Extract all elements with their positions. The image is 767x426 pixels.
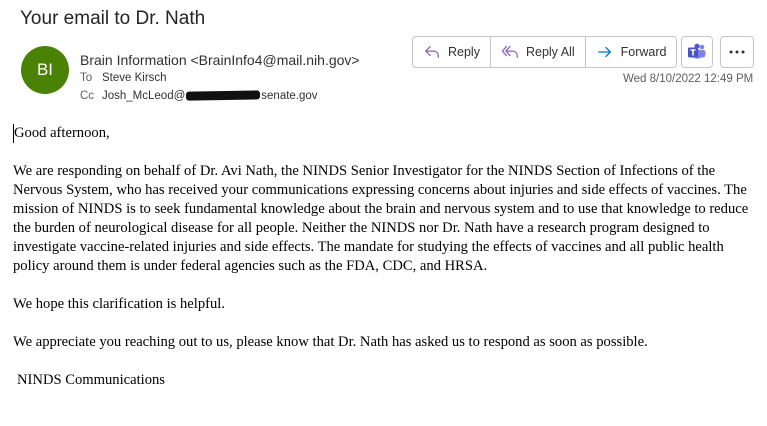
message-actions (412, 36, 677, 68)
reply-all-label: Reply All (525, 45, 575, 59)
redaction-mark (186, 91, 260, 101)
body-paragraph-1: We are responding on behalf of Dr. Avi Nath, the NINDS Senior Investigator for the NINDS Section of Infections of the Nervous System, who has received your communications expressing concerns about injuries and side effects of vaccines. The mission of NINDS is to seek fundamental knowledge about the brain and nervous system and to use that knowledge to reduce the burden of neurological disease for all people. Neither the NINDS nor Dr. Nath have a research program designed to investigate vaccine-related injuries and side effects. The mandate for studying the effects of vaccines and all public health policy around them is under federal agencies such as the FDA, CDC, and HRSA. (13, 163, 749, 274)
sender-initials: BI (36, 60, 54, 79)
message-body[interactable] (13, 124, 758, 409)
more-actions-button[interactable] (720, 36, 754, 68)
reply-button[interactable] (413, 37, 490, 67)
cc-recipient-suffix[interactable]: senate.gov (261, 90, 318, 102)
reply-icon (423, 43, 441, 61)
sender-name[interactable]: Brain Information <BrainInfo4@mail.nih.gov> (80, 52, 360, 68)
to-row (80, 72, 167, 84)
reply-all-icon (501, 43, 519, 61)
to-label: To (80, 72, 93, 84)
teams-icon (687, 42, 707, 62)
body-paragraph-2: We hope this clarification is helpful. (13, 296, 225, 312)
more-icon (728, 49, 746, 55)
cc-recipient-prefix[interactable]: Josh_McLeod@ (102, 90, 186, 102)
greeting: Good afternoon, (13, 124, 758, 143)
cc-row (80, 90, 318, 102)
body-paragraph-3: We appreciate you reaching out to us, please know that Dr. Nath has asked us to respond as soon as possible. (13, 334, 648, 350)
email-subject: Your email to Dr. Nath (20, 8, 206, 29)
sent-date: Wed 8/10/2022 12:49 PM (623, 73, 754, 85)
reply-all-button[interactable] (490, 37, 585, 67)
forward-icon (596, 43, 614, 61)
signature: NINDS Communications (17, 372, 165, 388)
sender-avatar[interactable] (21, 46, 69, 94)
teams-button[interactable] (681, 36, 713, 68)
reply-label: Reply (448, 45, 480, 59)
forward-label: Forward (620, 45, 667, 59)
cc-label: Cc (80, 90, 95, 102)
to-recipient[interactable]: Steve Kirsch (102, 72, 167, 84)
forward-button[interactable] (585, 37, 677, 67)
